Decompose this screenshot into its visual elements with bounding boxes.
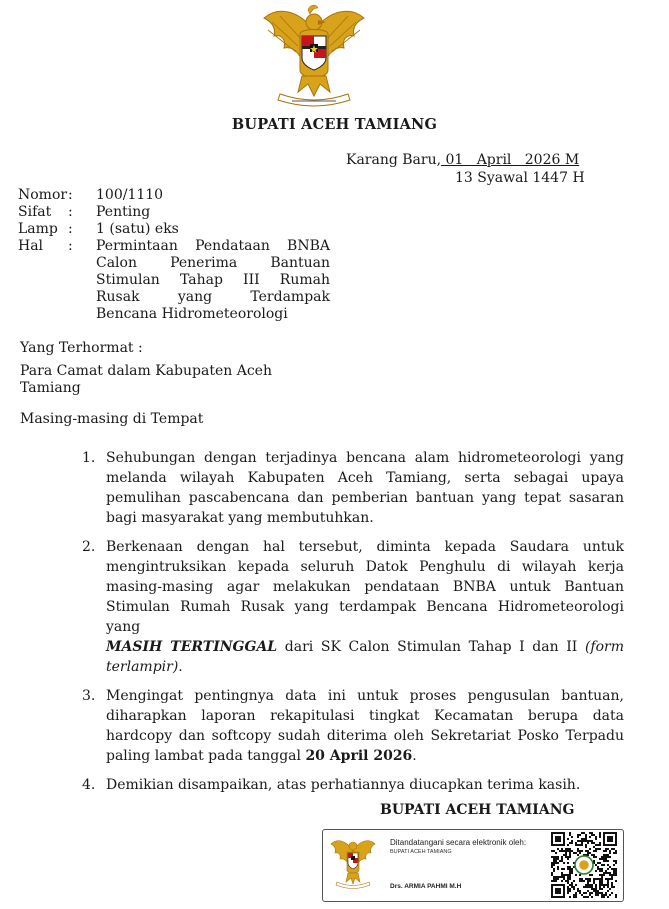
meta-label: Lamp (18, 221, 58, 237)
item-line: masing-masing agar melakukan pendataan BNBA untuk Bantuan (106, 579, 624, 595)
hal-line: Stimulan Tahap III Rumah (96, 272, 330, 288)
item-line: Berkenaan dengan hal tersebut, diminta kepada Saudara untuk (106, 539, 624, 555)
meta-lamp (18, 221, 330, 238)
greeting: Yang Terhormat : (20, 340, 143, 356)
hal-line: Permintaan Pendataan BNBA (96, 238, 330, 254)
item-line: pemulihan pascabencana dan pemberian bantuan yang tepat sasaran (106, 490, 624, 506)
item-line: Stimulan Rumah Rusak yang terdampak Bencana Hidrometeorologi yang (106, 599, 624, 635)
hal-line: Bencana Hidrometeorologi (96, 306, 288, 322)
meta-colon: : (68, 238, 73, 254)
meta-value: 100/1110 (96, 187, 164, 203)
deadline-date: 20 April 2026 (305, 748, 413, 764)
item-end: . (412, 748, 417, 764)
item-end: . (178, 659, 183, 675)
qr-code-icon (551, 832, 617, 898)
item-line-text: paling lambat pada tanggal (106, 748, 306, 764)
hijri-date: 13 Syawal 1447 H (455, 170, 585, 186)
signed-by-office: BUPATI ACEH TAMIANG (390, 849, 452, 855)
place-prefix: Karang Baru, (346, 152, 442, 168)
meta-colon: : (68, 204, 73, 220)
item-line (106, 637, 624, 657)
meta-value: 1 (satu) eks (96, 221, 179, 237)
place-date (346, 152, 579, 168)
meta-label: Hal (18, 238, 44, 254)
item-line: Sehubungan dengan terjadinya bencana alam hidrometeorologi yang (106, 450, 624, 466)
item-number: 4. (82, 777, 96, 793)
item-line: Demikian disampaikan, atas perhatiannya diucapkan terima kasih. (106, 777, 581, 793)
item-line: melanda wilayah Kabupaten Aceh Tamiang, serta sebagai upaya (106, 470, 624, 486)
list-item (82, 448, 624, 528)
meta-hal (18, 238, 330, 323)
emphasis-text: MASIH TERTINGGAL (106, 639, 278, 655)
meta-label: Sifat (18, 204, 52, 220)
letter-meta (18, 187, 330, 323)
item-number: 1. (82, 450, 96, 466)
item-line: Mengingat pentingnya data ini untuk proses pengusulan bantuan, (106, 688, 624, 704)
item-text (106, 775, 624, 795)
meta-colon: : (68, 187, 73, 203)
item-number: 3. (82, 688, 96, 704)
recipient-line: Tamiang (20, 380, 81, 396)
item-text (106, 448, 624, 528)
meta-value: Penting (96, 204, 151, 220)
item-line (106, 657, 624, 677)
recipient-line: Para Camat dalam Kabupaten Aceh (20, 363, 272, 379)
meta-sifat (18, 204, 330, 221)
meta-nomor (18, 187, 330, 204)
recipient-location: Masing-masing di Tempat (20, 411, 204, 427)
signed-electronically-text: Ditandatangani secara elektronik oleh: (390, 838, 527, 847)
list-item (82, 537, 624, 677)
letter-body (82, 448, 624, 804)
item-line: bagi masyarakat yang membutuhkan. (106, 510, 374, 526)
item-line: mengintruksikan kepada seluruh Datok Penghulu di wilayah kerja (106, 559, 624, 575)
gregorian-date: 01 April 2026 M (441, 152, 580, 168)
item-text (106, 537, 624, 677)
letter-title: BUPATI ACEH TAMIANG (231, 116, 438, 133)
electronic-signature-box (322, 829, 624, 902)
garuda-emblem-icon (258, 0, 370, 112)
form-note: terlampir) (106, 659, 179, 675)
meta-label: Nomor (18, 187, 68, 203)
hal-line: Calon Penerima Bantuan (96, 255, 330, 271)
item-line-text: dari SK Calon Stimulan Tahap I dan II (277, 639, 585, 655)
item-line (106, 746, 624, 766)
list-item (82, 775, 624, 795)
signer-name: Drs. ARMIA PAHMI M.H (390, 883, 462, 890)
item-line: diharapkan laporan rekapitulasi tingkat Kecamatan berupa data (106, 708, 624, 724)
signatory-title: BUPATI ACEH TAMIANG (380, 802, 575, 818)
item-text (106, 686, 624, 766)
hal-line: Rusak yang Terdampak (96, 289, 330, 305)
item-number: 2. (82, 539, 96, 555)
garuda-emblem-icon (329, 836, 377, 892)
item-line: hardcopy dan softcopy sudah diterima oleh Sekretariat Posko Terpadu (106, 728, 624, 744)
list-item (82, 686, 624, 766)
form-note: (form (584, 639, 624, 655)
meta-colon: : (68, 221, 73, 237)
meta-hal-subject (96, 238, 330, 323)
